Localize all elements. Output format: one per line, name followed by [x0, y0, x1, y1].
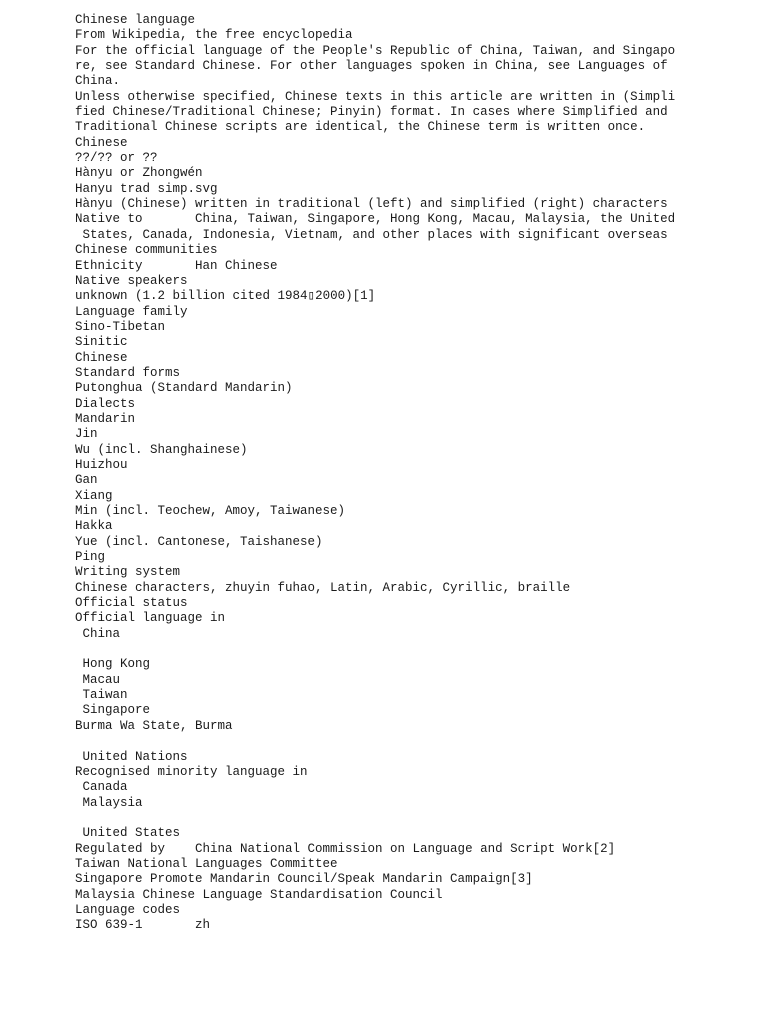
text-line: Official language in: [75, 611, 226, 626]
text-line: Malaysia Chinese Language Standardisation Council: [75, 887, 443, 902]
text-line: Unless otherwise specified, Chinese texts in this article are written in (Simpli: [75, 89, 676, 104]
text-line: Malaysia: [75, 795, 143, 810]
text-line: Taiwan National Languages Committee: [75, 856, 338, 871]
text-line: unknown (1.2 billion cited 1984▯2000)[1]: [75, 289, 376, 304]
text-line: Chinese communities: [75, 243, 218, 258]
text-line: Native to China, Taiwan, Singapore, Hong Kong, Macau, Malaysia, the United: [75, 212, 676, 227]
text-line: Gan: [75, 473, 98, 488]
text-line: Official status: [75, 596, 188, 611]
text-line: From Wikipedia, the free encyclopedia: [75, 28, 353, 43]
text-line: For the official language of the People's Republic of China, Taiwan, and Singapo: [75, 43, 676, 58]
text-line: United Nations: [75, 749, 188, 764]
text-line: Regulated by China National Commission on Language and Script Work[2]: [75, 841, 616, 856]
text-line: [75, 811, 755, 826]
text-line: Hanyu trad simp.svg: [75, 181, 218, 196]
text-line: Hong Kong: [75, 657, 151, 672]
text-line: ??/?? or ??: [75, 151, 158, 166]
text-line: Taiwan: [75, 688, 128, 703]
text-line: Language codes: [75, 902, 181, 917]
text-line: Huizhou: [75, 457, 128, 472]
text-line: United States: [75, 826, 181, 841]
text-line: Chinese characters, zhuyin fuhao, Latin, Arabic, Cyrillic, braille: [75, 580, 571, 595]
text-line: China.: [75, 74, 121, 89]
text-line: Singapore: [75, 703, 151, 718]
text-line: Min (incl. Teochew, Amoy, Taiwanese): [75, 504, 346, 518]
text-line: Burma Wa State, Burma: [75, 718, 233, 733]
text-line: fied Chinese/Traditional Chinese; Pinyin) format. In cases where Simplified and: [75, 105, 668, 120]
text-line: Traditional Chinese scripts are identical, the Chinese term is written once.: [75, 120, 646, 135]
text-line: Yue (incl. Cantonese, Taishanese): [75, 534, 323, 549]
text-line: Jin: [75, 427, 98, 442]
text-line: Hànyu (Chinese) written in traditional (left) and simplified (right) characters: [75, 197, 668, 212]
text-line: Dialects: [75, 396, 136, 411]
text-line: Putonghua (Standard Mandarin): [75, 381, 293, 396]
text-line: [75, 734, 755, 749]
text-line: Recognised minority language in: [75, 764, 308, 779]
text-line: Sinitic: [75, 335, 128, 350]
text-line: Chinese language: [75, 13, 196, 27]
text-line: Language family: [75, 304, 188, 319]
text-line: Chinese: [75, 350, 128, 365]
text-line: Hakka: [75, 519, 113, 534]
text-line: re, see Standard Chinese. For other languages spoken in China, see Languages of: [75, 59, 668, 74]
text-line: China: [75, 626, 121, 641]
text-line: Xiang: [75, 488, 113, 503]
text-line: [75, 642, 755, 657]
text-line: Writing system: [75, 565, 181, 580]
text-line: ISO 639-1 zh: [75, 918, 211, 933]
text-line: States, Canada, Indonesia, Vietnam, and other places with significant overseas: [75, 227, 668, 242]
document-body: [75, 13, 755, 934]
text-line: Ethnicity Han Chinese: [75, 258, 278, 273]
text-line: Hànyu or Zhongwén: [75, 166, 203, 181]
text-line: Chinese: [75, 135, 128, 150]
text-line: Macau: [75, 672, 121, 687]
text-line: Canada: [75, 780, 128, 795]
text-line: Standard forms: [75, 365, 181, 380]
text-line: Sino-Tibetan: [75, 319, 166, 334]
text-line: Wu (incl. Shanghainese): [75, 442, 248, 457]
text-line: Ping: [75, 550, 106, 565]
text-line: Singapore Promote Mandarin Council/Speak Mandarin Campaign[3]: [75, 872, 533, 887]
text-line: Mandarin: [75, 411, 136, 426]
text-line: Native speakers: [75, 273, 188, 288]
